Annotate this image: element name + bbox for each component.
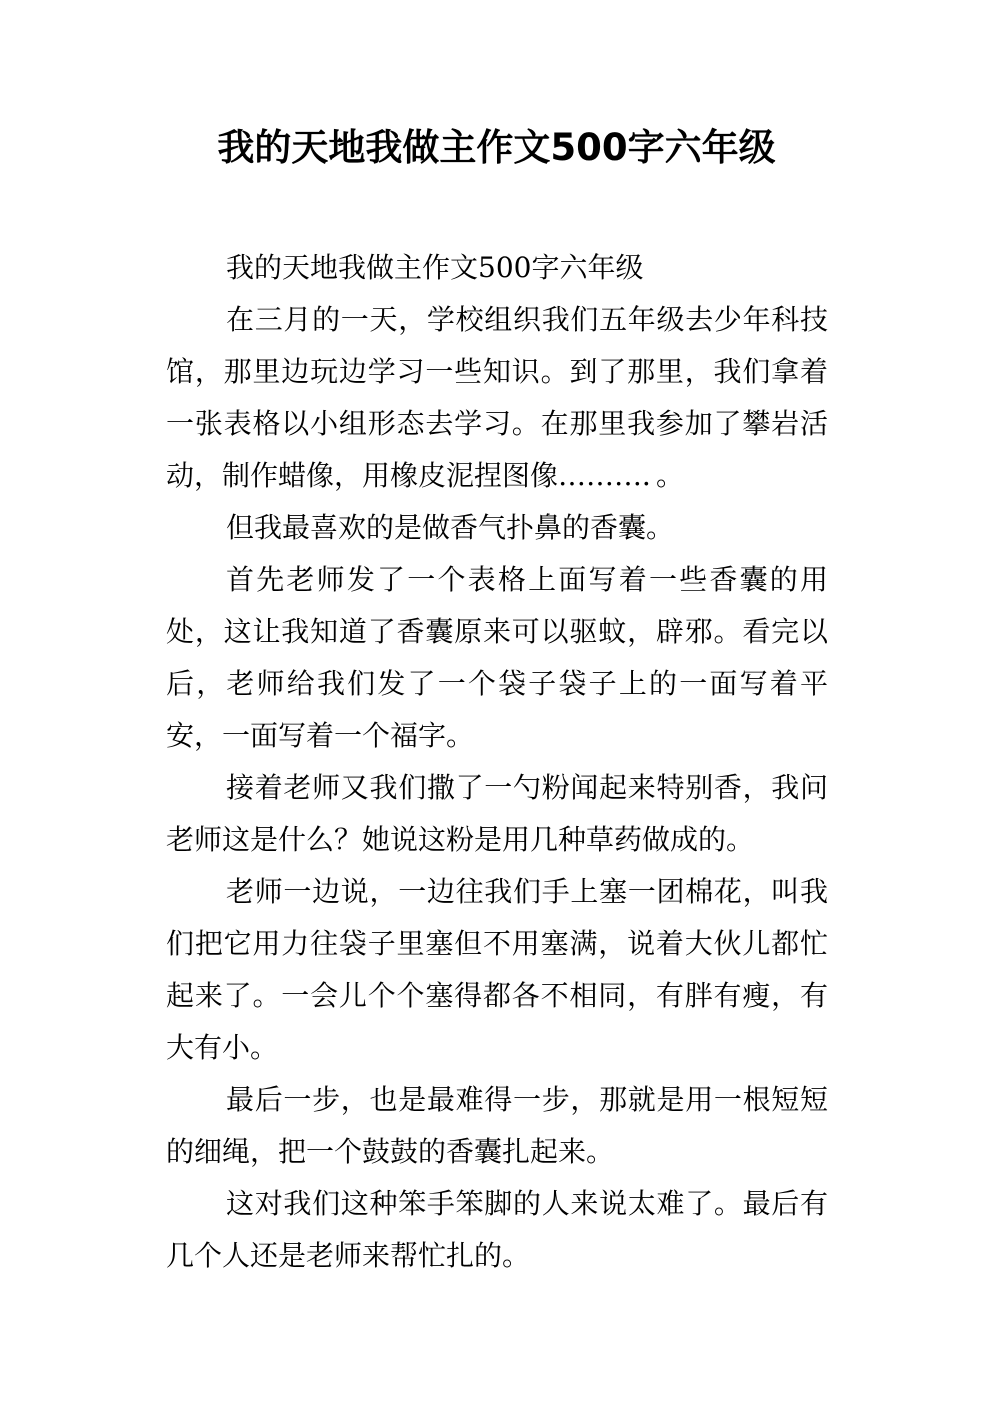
paragraph: 这对我们这种笨手笨脚的人来说太难了。最后有几个人还是老师来帮忙扎的。 — [166, 1187, 828, 1272]
document-title: 我的天地我做主作文500字六年级 — [217, 126, 776, 169]
paragraph: 最后一步，也是最难得一步，那就是用一根短短的细绳，把一个鼓鼓的香囊扎起来。 — [166, 1083, 828, 1168]
paragraph: 老师一边说，一边往我们手上塞一团棉花，叫我们把它用力往袋子里塞但不用塞满，说着大伙儿都忙起来了。一会儿个个塞得都各不相同，有胖有瘦，有大有小。 — [166, 875, 828, 1064]
paragraph: 但我最喜欢的是做香气扑鼻的香囊。 — [226, 511, 675, 544]
paragraph: 接着老师又我们撒了一勺粉闻起来特别香，我问老师这是什么？她说这粉是用几种草药做成的。 — [166, 771, 828, 856]
paragraph: 在三月的一天，学校组织我们五年级去少年科技馆，那里边玩边学习一些知识。到了那里，我们拿着一张表格以小组形态去学习。在那里我参加了攀岩活动，制作蜡像，用橡皮泥捏图像………．。 — [166, 303, 828, 492]
document-body — [166, 242, 828, 1282]
paragraph-subtitle: 我的天地我做主作文500字六年级 — [226, 251, 644, 284]
paragraph: 首先老师发了一个表格上面写着一些香囊的用处，这让我知道了香囊原来可以驱蚊，辟邪。看完以后，老师给我们发了一个袋子袋子上的一面写着平安，一面写着一个福字。 — [166, 563, 828, 752]
